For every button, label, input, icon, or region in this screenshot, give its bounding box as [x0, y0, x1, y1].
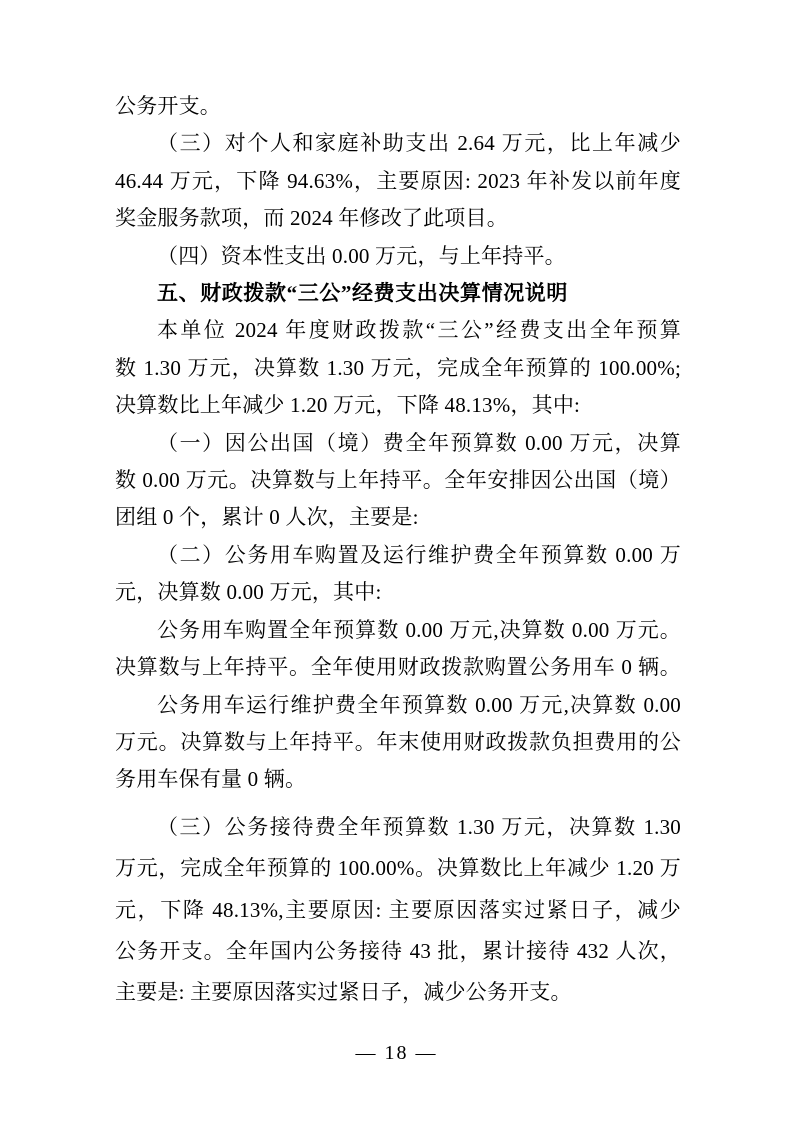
- text-line: （三）公务接待费全年预算数 1.30 万元，决算数 1.30: [157, 814, 681, 839]
- text-line: （一）因公出国（境）费全年预算数 0.00 万元，决算: [157, 430, 681, 455]
- text-line: 元，下降 48.13%,主要原因: 主要原因落实过紧日子，减少: [115, 897, 681, 922]
- text-line: 公务开支。全年国内公务接待 43 批，累计接待 432 人次，: [115, 938, 681, 963]
- text-line: 公务用车购置全年预算数 0.00 万元,决算数 0.00 万元。: [157, 617, 681, 642]
- text-line: 务用车保有量 0 辆。: [115, 767, 307, 792]
- section-heading: 五、财政拨款“三公”经费支出决算情况说明: [157, 281, 568, 306]
- text-line: 数 1.30 万元，决算数 1.30 万元，完成全年预算的 100.00%;: [115, 355, 681, 380]
- text-line: 46.44 万元，下降 94.63%，主要原因: 2023 年补发以前年度: [115, 168, 681, 193]
- text-line: 公务用车运行维护费全年预算数 0.00 万元,决算数 0.00: [157, 692, 681, 717]
- text-line: 公务开支。: [115, 94, 221, 118]
- document-text: [115, 88, 681, 1014]
- text-line: 本单位 2024 年度财政拨款“三公”经费支出全年预算: [157, 318, 681, 343]
- text-line: 元，决算数 0.00 万元，其中:: [115, 580, 382, 605]
- text-line: 主要是: 主要原因落实过紧日子，减少公务开支。: [115, 980, 572, 1005]
- text-line: 决算数与上年持平。全年使用财政拨款购置公务用车 0 辆。: [115, 655, 681, 680]
- text-line: 数 0.00 万元。决算数与上年持平。全年安排因公出国（境）: [115, 468, 681, 493]
- text-line: 万元。决算数与上年持平。年末使用财政拨款负担费用的公: [115, 729, 681, 754]
- text-line: （二）公务用车购置及运行维护费全年预算数 0.00 万: [157, 542, 681, 567]
- text-line: 团组 0 个，累计 0 人次，主要是:: [115, 505, 419, 530]
- page-number: — 18 —: [355, 1042, 438, 1064]
- text-line: 决算数比上年减少 1.20 万元，下降 48.13%，其中:: [115, 393, 581, 418]
- text-line: （四）资本性支出 0.00 万元，与上年持平。: [157, 243, 566, 268]
- text-line: 奖金服务款项，而 2024 年修改了此项目。: [115, 206, 508, 231]
- text-line: （三）对个人和家庭补助支出 2.64 万元，比上年减少: [157, 131, 681, 156]
- text-line: 万元，完成全年预算的 100.00%。决算数比上年减少 1.20 万: [115, 856, 681, 881]
